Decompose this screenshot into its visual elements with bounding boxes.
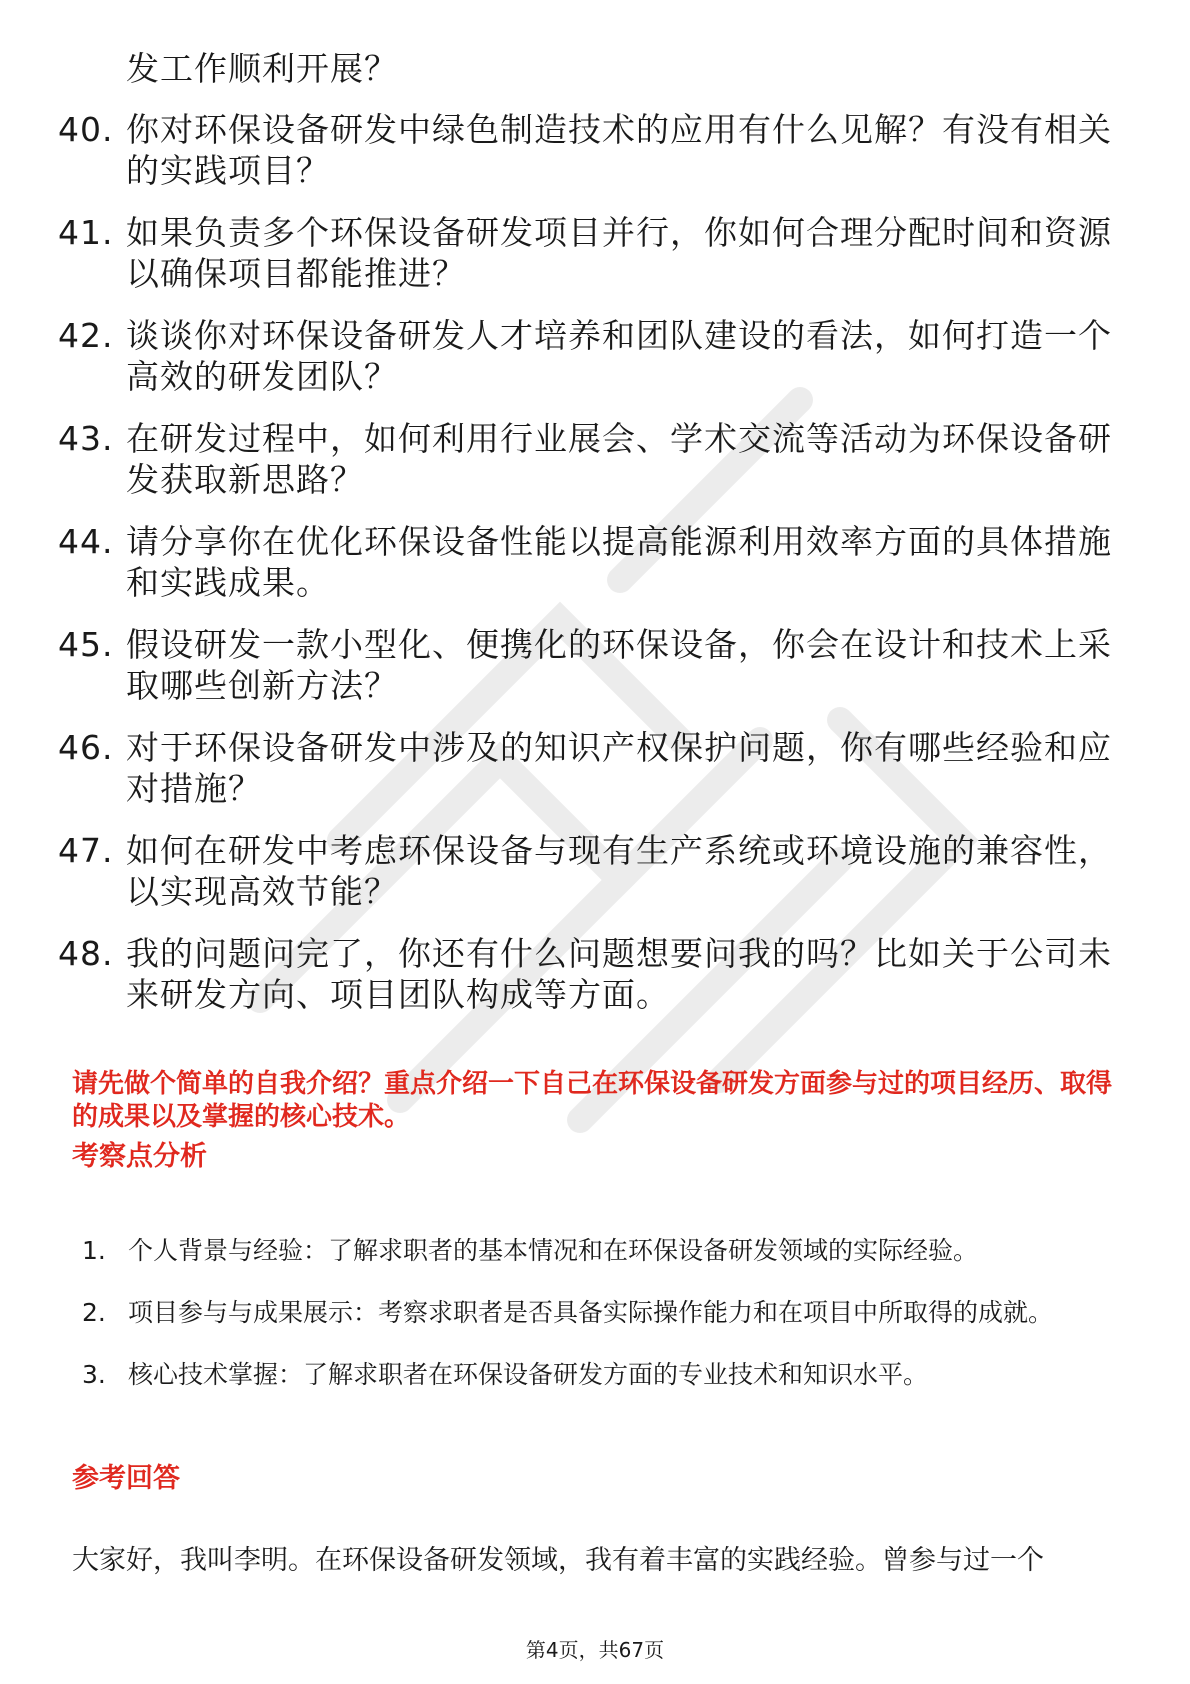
question-number: 40.	[58, 110, 114, 149]
analysis-number: 2.	[82, 1298, 106, 1327]
question-text: 对于环保设备研发中涉及的知识产权保护问题，你有哪些经验和应对措施？	[126, 728, 1112, 808]
question-number: 48.	[58, 934, 114, 973]
analysis-text: 项目参与与成果展示：考察求职者是否具备实际操作能力和在项目中所取得的成就。	[128, 1298, 1054, 1327]
question-item	[58, 315, 1118, 397]
question-item	[58, 727, 1118, 809]
question-item	[58, 624, 1118, 706]
question-text: 假设研发一款小型化、便携化的环保设备，你会在设计和技术上采取哪些创新方法？	[126, 625, 1112, 705]
question-item	[58, 109, 1118, 191]
analysis-list	[82, 1220, 1122, 1406]
question-text: 如果负责多个环保设备研发项目并行，你如何合理分配时间和资源以确保项目都能推进？	[126, 213, 1112, 293]
featured-question-heading: 请先做个简单的自我介绍？重点介绍一下自己在环保设备研发方面参与过的项目经历、取得的成果以及掌握的核心技术。	[72, 1069, 1113, 1132]
analysis-heading: 考察点分析	[72, 1141, 207, 1172]
question-item	[58, 521, 1118, 603]
analysis-item	[82, 1344, 1122, 1406]
question-text: 谈谈你对环保设备研发人才培养和团队建设的看法，如何打造一个高效的研发团队？	[126, 316, 1112, 396]
question-number: 44.	[58, 522, 114, 561]
answer-heading: 参考回答	[72, 1463, 180, 1494]
question-list	[58, 48, 1118, 1036]
question-text: 请分享你在优化环保设备性能以提高能源利用效率方面的具体措施和实践成果。	[126, 522, 1112, 602]
question-number: 46.	[58, 728, 114, 767]
question-number: 45.	[58, 625, 114, 664]
question-item	[58, 212, 1118, 294]
question-item	[58, 418, 1118, 500]
analysis-number: 3.	[82, 1360, 106, 1389]
analysis-item	[82, 1282, 1122, 1344]
analysis-number: 1.	[82, 1236, 106, 1265]
question-number: 42.	[58, 316, 114, 355]
analysis-item	[82, 1220, 1122, 1282]
answer-paragraph: 大家好，我叫李明。在环保设备研发领域，我有着丰富的实践经验。曾参与过一个	[72, 1545, 1044, 1576]
question-item	[58, 933, 1118, 1015]
question-text: 你对环保设备研发中绿色制造技术的应用有什么见解？有没有相关的实践项目？	[126, 110, 1112, 190]
question-text: 我的问题问完了，你还有什么问题想要问我的吗？比如关于公司未来研发方向、项目团队构成等方面。	[126, 934, 1112, 1014]
question-number: 43.	[58, 419, 114, 458]
analysis-text: 个人背景与经验：了解求职者的基本情况和在环保设备研发领域的实际经验。	[128, 1236, 979, 1265]
question-text: 如何在研发中考虑环保设备与现有生产系统或环境设施的兼容性，以实现高效节能？	[126, 831, 1112, 911]
question-number: 47.	[58, 831, 114, 870]
page-number-footer: 第4页，共67页	[525, 1638, 665, 1662]
question-number: 41.	[58, 213, 114, 252]
question-text: 在研发过程中，如何利用行业展会、学术交流等活动为环保设备研发获取新思路？	[126, 419, 1112, 499]
continued-question-text: 发工作顺利开展？	[126, 49, 398, 88]
question-item	[58, 830, 1118, 912]
analysis-text: 核心技术掌握：了解求职者在环保设备研发方面的专业技术和知识水平。	[128, 1360, 929, 1389]
